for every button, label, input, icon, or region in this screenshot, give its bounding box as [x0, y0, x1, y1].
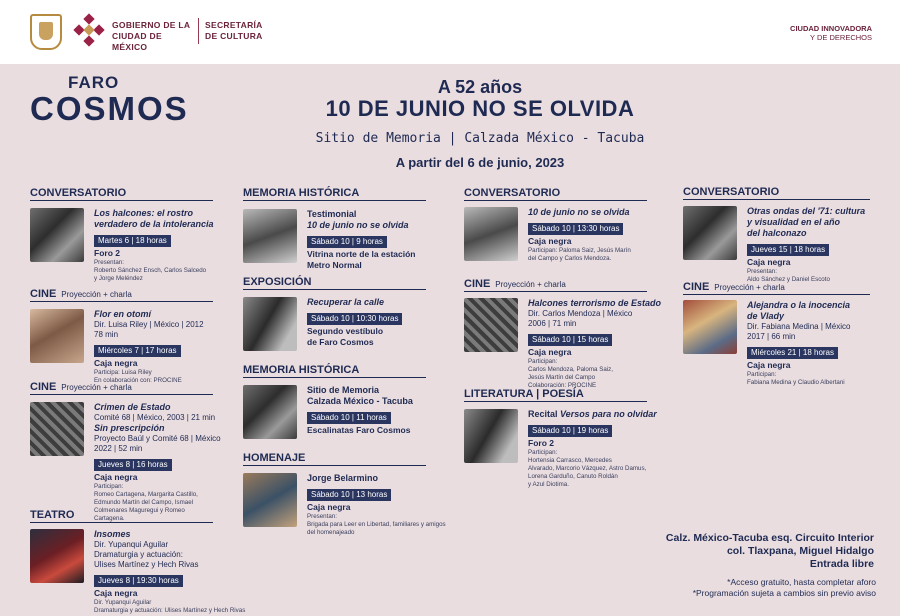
- event-photo: [683, 206, 737, 260]
- slogan-line-2: Y DE DERECHOS: [810, 33, 872, 42]
- event-date-tag: Jueves 15 | 18 horas: [747, 244, 829, 256]
- event-title: Testimonial: [307, 209, 357, 219]
- event-photo: [30, 529, 84, 583]
- footnote: *Acceso gratuito, hasta completar aforo: [727, 577, 876, 587]
- event-credits: Participa: Luisa Riley: [94, 369, 152, 376]
- event-date-tag: Sábado 10 | 10:30 horas: [307, 313, 402, 325]
- event-title: Flor en otomí: [94, 309, 151, 319]
- event-credits: del homenajeado: [307, 529, 355, 536]
- event-meta: Comité 68 | México, 2003 | 21 min: [94, 413, 216, 422]
- city-slogan: [790, 24, 872, 42]
- event-meta: Proyecto Baúl y Comité 68 | México: [94, 434, 221, 443]
- event-credits: Brigada para Leer en Libertad, familiares y amigos: [307, 521, 446, 528]
- section-cine-1: [30, 288, 213, 302]
- event-title: Recuperar la calle: [307, 297, 385, 307]
- section-label: CINE: [30, 288, 57, 300]
- event-date-tag: Martes 6 | 18 horas: [94, 235, 171, 247]
- event-credits: Dir. Yupanqui Aguilar: [94, 599, 152, 606]
- event-venue: Caja negra: [307, 502, 351, 512]
- event-details: [94, 529, 284, 615]
- event-meta: Dir. Fabiana Medina | México: [747, 322, 851, 331]
- event-venue: Caja negra: [528, 236, 572, 246]
- event-photo: [243, 297, 297, 351]
- section-cine-2: [30, 381, 213, 395]
- event-meta: 78 min: [94, 330, 119, 339]
- event-photo: [30, 402, 84, 456]
- event-credits: Cartagena.: [94, 515, 125, 522]
- headline-venue: Sitio de Memoria | Calzada México - Tacuba: [315, 131, 645, 146]
- event-details: [528, 207, 678, 263]
- event-venue: Caja negra: [528, 347, 572, 357]
- section-label: CONVERSATORIO: [464, 187, 561, 199]
- event-title-italic: Versos para no olvidar: [560, 409, 657, 419]
- event-title: Alejandra o la inocencia: [747, 300, 851, 310]
- event-title-cont: de Vlady: [747, 311, 785, 321]
- section-conversatorio-2: [464, 187, 647, 201]
- event-meta: Dir. Yupanqui Aguilar: [94, 540, 169, 549]
- event-title-cont: y visualidad en el año: [747, 217, 841, 227]
- event-date-tag: Sábado 10 | 13 horas: [307, 489, 391, 501]
- event-credits: En colaboración con: PROCINE: [94, 377, 182, 384]
- event-details: [307, 209, 457, 271]
- event-details: [307, 473, 477, 537]
- section-teatro: [30, 509, 213, 523]
- event-title: Otras ondas del '71: cultura: [747, 206, 866, 216]
- event-title-cont: verdadero de la intolerancia: [94, 219, 214, 229]
- event-venue: Caja negra: [94, 588, 138, 598]
- event-date-tag: Sábado 10 | 9 horas: [307, 236, 387, 248]
- event-photo: [464, 298, 518, 352]
- event-date-tag: Sábado 10 | 11 horas: [307, 412, 391, 424]
- event-credits: Jesús Martín del Campo: [528, 374, 596, 381]
- city-coat-of-arms-icon: [30, 14, 62, 50]
- section-label: MEMORIA HISTÓRICA: [243, 187, 360, 199]
- event-title-prefix: Recital: [528, 409, 561, 419]
- event-credits: del Campo y Carlos Mendoza.: [528, 255, 612, 262]
- event-details: [307, 297, 457, 348]
- event-title: Insomes: [94, 529, 131, 539]
- section-memoria-historica-1: [243, 187, 426, 201]
- event-title: Halcones terrorismo de Estado: [528, 298, 662, 308]
- event-venue: Caja negra: [747, 257, 791, 267]
- event-details: [528, 409, 688, 489]
- event-credits: Colmenares Maguregui y Romeo: [94, 507, 185, 514]
- event-details: [747, 300, 877, 387]
- event-venue: Escalinatas Faro Cosmos: [307, 425, 411, 435]
- section-sublabel: Proyección + charla: [714, 283, 785, 292]
- address-line: Calz. México-Tacuba esq. Circuito Interior: [665, 532, 874, 544]
- section-homenaje: [243, 452, 426, 466]
- event-title: Jorge Belarmino: [307, 473, 379, 483]
- section-label: CONVERSATORIO: [30, 187, 127, 199]
- event-credits: y Azul Diotima.: [528, 481, 569, 488]
- gov-line-2: CIUDAD DE MÉXICO: [112, 31, 162, 52]
- event-title: Sitio de Memoria: [307, 385, 380, 395]
- event-venue: de Faro Cosmos: [307, 337, 374, 347]
- section-label: HOMENAJE: [243, 452, 306, 464]
- event-details: [94, 402, 244, 523]
- headline-years: A 52 años: [437, 77, 523, 97]
- event-credits: Roberto Sánchez Ensch, Carlos Salcedo: [94, 267, 207, 274]
- section-sublabel: Proyección + charla: [61, 383, 132, 392]
- section-conversatorio-1: [30, 187, 213, 201]
- event-title: [528, 409, 688, 420]
- event-details: [94, 309, 244, 385]
- section-cine-4: [683, 281, 870, 295]
- event-credits: Presentan:: [307, 513, 337, 520]
- event-title: Crimen de Estado: [94, 402, 171, 412]
- entry-info: Entrada libre: [809, 558, 874, 570]
- section-label: CINE: [464, 278, 491, 290]
- event-venue: Metro Normal: [307, 260, 362, 270]
- section-label: EXPOSICIÓN: [243, 276, 312, 288]
- headline-title: 10 DE JUNIO NO SE OLVIDA: [325, 96, 635, 121]
- event-details: [747, 206, 877, 284]
- event-photo: [243, 473, 297, 527]
- section-label: CONVERSATORIO: [683, 186, 780, 198]
- event-credits: Participan:: [528, 358, 558, 365]
- logo-divider: [198, 18, 199, 44]
- event-date-tag: Jueves 8 | 19:30 horas: [94, 575, 183, 587]
- event-photo: [243, 209, 297, 263]
- event-date-tag: Miércoles 21 | 18 horas: [747, 347, 838, 359]
- event-credits: Fabiana Medina y Claudio Albertani: [747, 379, 845, 386]
- event-venue: Caja negra: [747, 360, 791, 370]
- secretariat-name: [205, 20, 275, 42]
- address-line: col. Tlaxpana, Miguel Hidalgo: [726, 545, 874, 557]
- section-cine-3: [464, 278, 647, 292]
- faro-cosmos-logo: COSMOS: [30, 90, 189, 127]
- event-credits: y Jorge Meléndez: [94, 275, 143, 282]
- event-details: [307, 385, 457, 436]
- section-sublabel: Proyección + charla: [495, 280, 566, 289]
- headline-date: A partir del 6 de junio, 2023: [395, 155, 565, 170]
- event-credits: Alvarado, Marcorio Vázquez, Astro Damus,: [528, 465, 647, 472]
- event-date-tag: Sábado 10 | 15 horas: [528, 334, 612, 346]
- event-date-tag: Miércoles 7 | 17 horas: [94, 345, 181, 357]
- event-meta: Dramaturgia y actuación:: [94, 550, 183, 559]
- event-credits: Presentan:: [747, 268, 777, 275]
- event-meta: 2017 | 66 min: [747, 332, 796, 341]
- event-meta: Dir. Luisa Riley | México | 2012: [94, 320, 204, 329]
- event-meta: 2006 | 71 min: [528, 319, 577, 328]
- event-photo: [464, 409, 518, 463]
- event-date-tag: Sábado 10 | 13:30 horas: [528, 223, 623, 235]
- event-credits: Participan:: [94, 483, 124, 490]
- section-exposicion: [243, 276, 426, 290]
- event-credits: Aldo Sánchez y Daniel Escoto: [747, 276, 830, 283]
- event-credits: Dramaturgia y actuación: Ulises Martínez y Hech Rivas: [94, 607, 246, 614]
- event-photo: [30, 208, 84, 262]
- section-label: CINE: [30, 381, 57, 393]
- event-venue: Caja negra: [94, 358, 138, 368]
- faro-label: FARO: [68, 73, 120, 92]
- section-label: CINE: [683, 281, 710, 293]
- section-sublabel: Proyección + charla: [61, 290, 132, 299]
- event-details: [94, 208, 244, 283]
- slogan-line-1: CIUDAD INNOVADORA: [790, 24, 872, 33]
- event-meta: 2022 | 52 min: [94, 444, 143, 453]
- section-label: TEATRO: [30, 509, 75, 521]
- event-photo: [464, 207, 518, 261]
- event-credits: Colaboración: PROCINE: [528, 382, 597, 389]
- event-credits: Hortensia Carrasco, Mercedes: [528, 457, 612, 464]
- government-name: [112, 20, 198, 53]
- event-title-cont: del halconazo: [747, 228, 807, 238]
- section-label: LITERATURA | POESÍA: [464, 388, 584, 400]
- gov-line-1: GOBIERNO DE LA: [112, 20, 191, 30]
- event-credits: Presentan:: [94, 259, 124, 266]
- cdmx-logo-icon: [72, 13, 106, 51]
- event-photo: [243, 385, 297, 439]
- event-venue: Foro 2: [528, 438, 554, 448]
- event-credits: Participan: Paloma Saiz, Jesús Marín: [528, 247, 631, 254]
- event-credits: Participan:: [747, 371, 777, 378]
- event-title: 10 de junio no se olvida: [528, 207, 630, 217]
- footnote: *Programación sujeta a cambios sin previo aviso: [692, 588, 876, 598]
- event-credits: Edmundo Martín del Campo, Ismael: [94, 499, 194, 506]
- section-conversatorio-3: [683, 186, 870, 200]
- event-meta: Ulises Martínez y Hech Rivas: [94, 560, 199, 569]
- event-details: [528, 298, 688, 390]
- event-photo: [30, 309, 84, 363]
- section-memoria-historica-2: [243, 364, 426, 378]
- event-credits: Romeo Cartagena, Margarita Castillo,: [94, 491, 198, 498]
- event-credits: Carlos Mendoza, Paloma Saiz,: [528, 366, 613, 373]
- event-title-cont: 10 de junio no se olvida: [307, 220, 409, 230]
- event-meta: Dir. Carlos Mendoza | México: [528, 309, 633, 318]
- section-literatura-poesia: [464, 388, 647, 402]
- section-label: MEMORIA HISTÓRICA: [243, 364, 360, 376]
- event-date-tag: Jueves 8 | 16 horas: [94, 459, 172, 471]
- event-venue: Segundo vestíbulo: [307, 326, 384, 336]
- sec-line-1: SECRETARÍA: [205, 20, 263, 30]
- sec-line-2: DE CULTURA: [205, 31, 263, 41]
- venue-address: [666, 532, 874, 571]
- top-bar: [0, 0, 900, 64]
- event-title: Los halcones: el rostro: [94, 208, 194, 218]
- event-date-tag: Sábado 10 | 19 horas: [528, 425, 612, 437]
- event-venue: Vitrina norte de la estación: [307, 249, 416, 259]
- event-credits: Lorena Garduño, Canuto Roldán: [528, 473, 618, 480]
- event-venue: Foro 2: [94, 248, 120, 258]
- event-venue: Caja negra: [94, 472, 138, 482]
- event-title: Sin prescripción: [94, 423, 165, 433]
- event-credits: Participan:: [528, 449, 558, 456]
- event-photo: [683, 300, 737, 354]
- event-title-cont: Calzada México - Tacuba: [307, 396, 413, 406]
- footnotes: [693, 577, 876, 599]
